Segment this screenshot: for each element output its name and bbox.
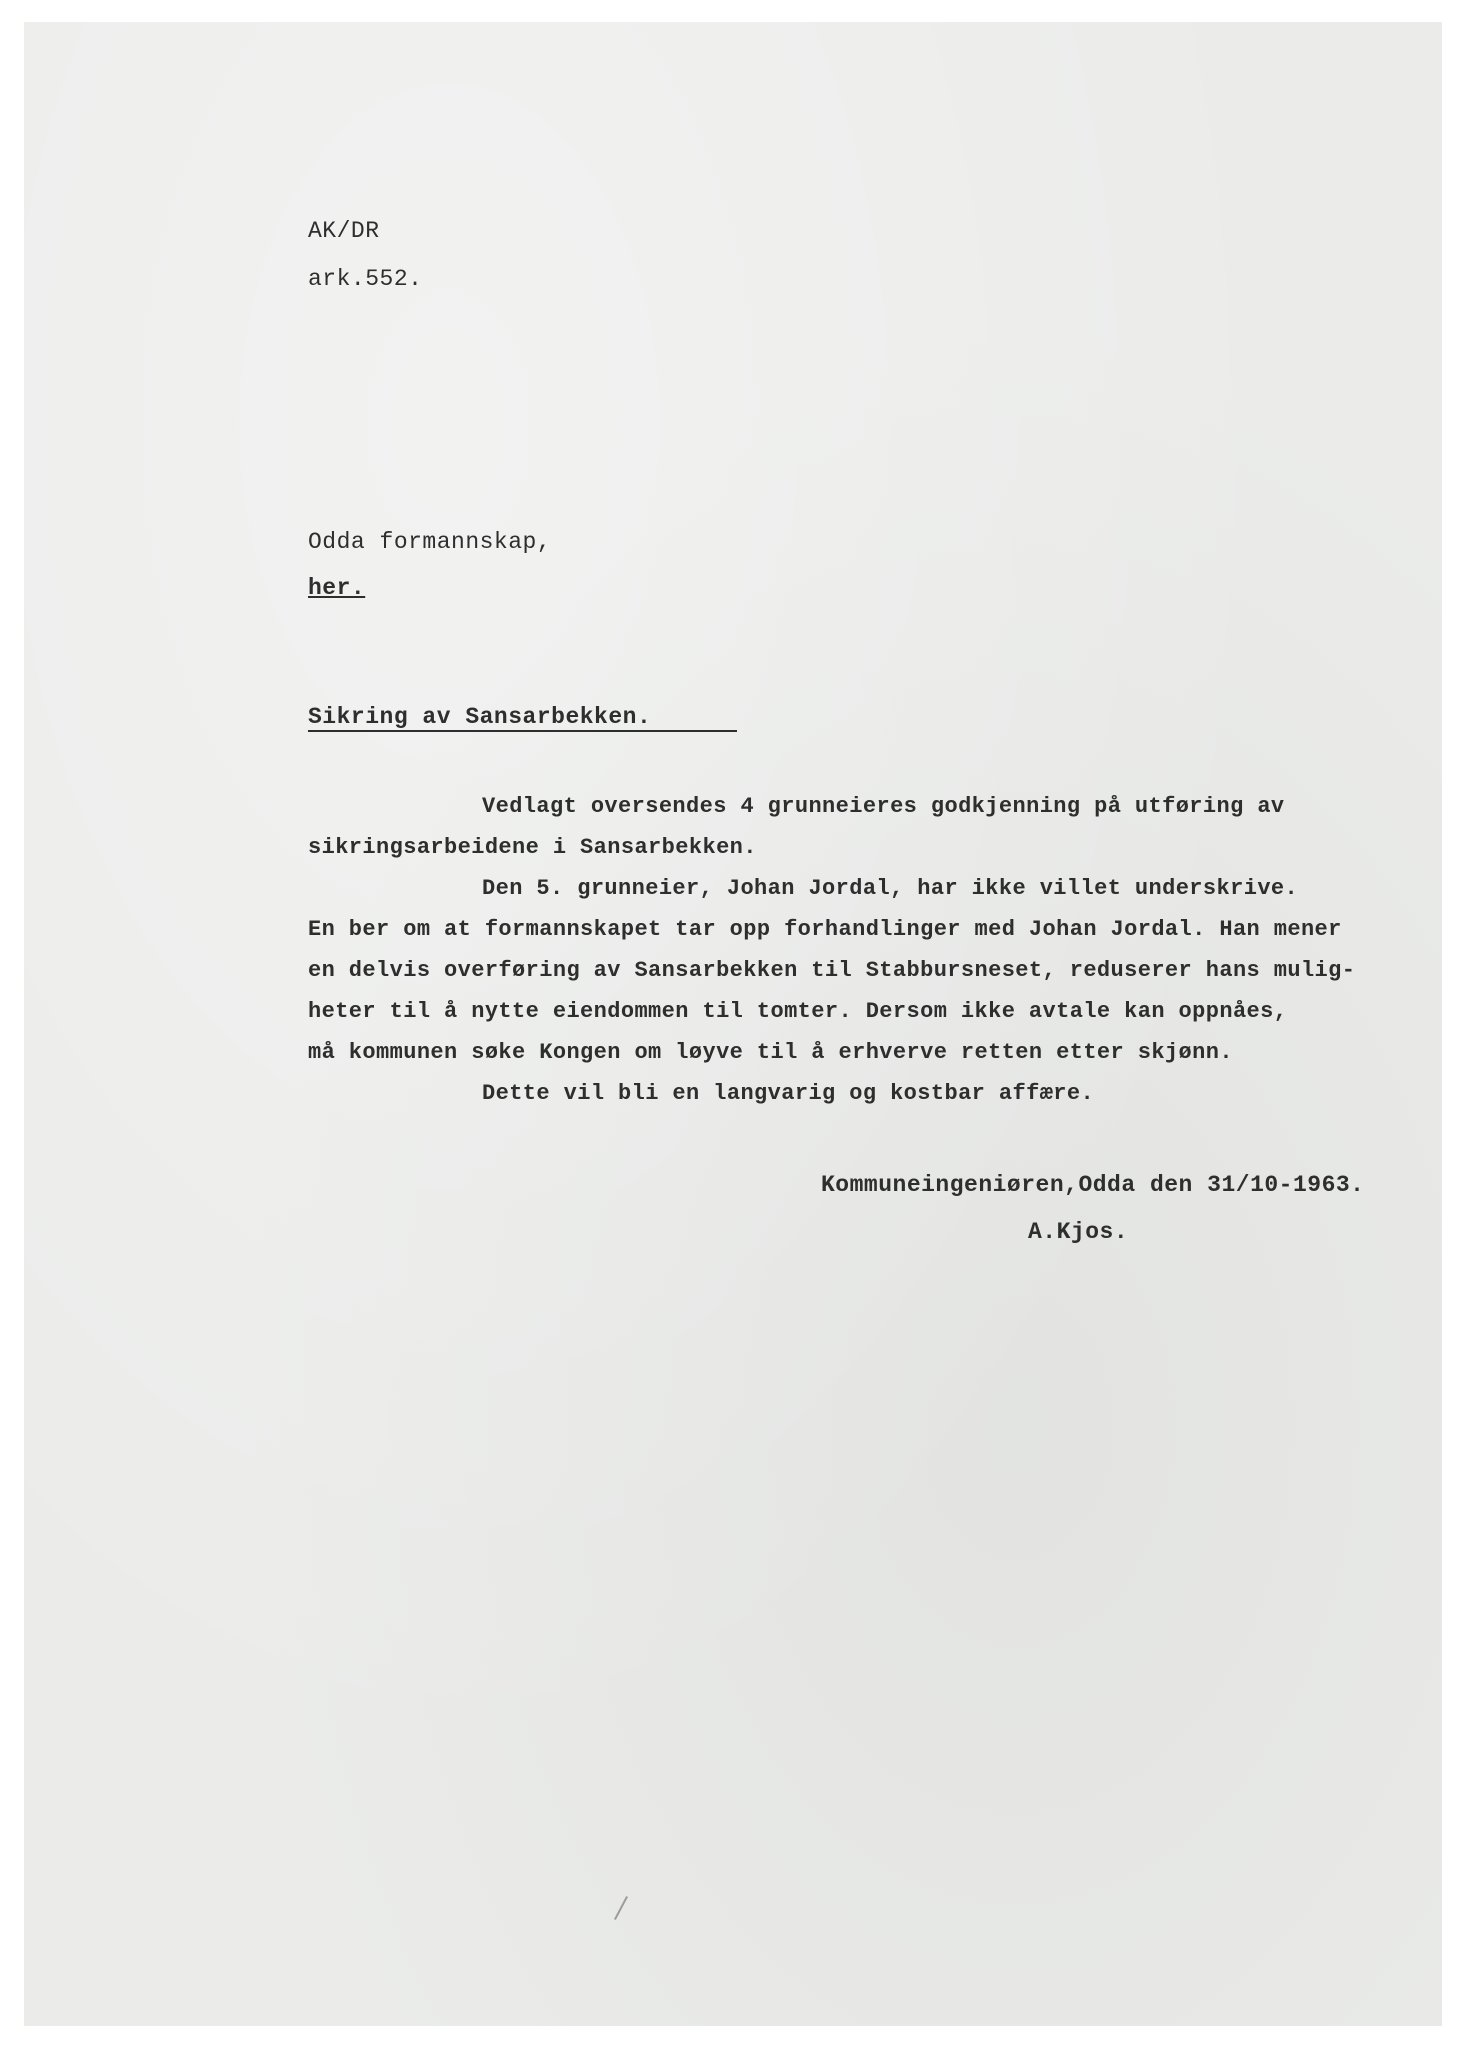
- recipient-location: her.: [308, 575, 366, 601]
- recipient-name: Odda formannskap,: [308, 529, 552, 555]
- letter-body: [308, 786, 1368, 1114]
- body-line: en delvis overføring av Sansarbekken til Stabbursneset, reduserer hans mulig-: [308, 958, 1356, 983]
- body-line: Vedlagt oversendes 4 grunneieres godkjenning på utføring av: [482, 794, 1285, 819]
- signature: A.Kjos.: [1028, 1219, 1129, 1245]
- reference-code: AK/DR: [308, 218, 380, 244]
- body-line: heter til å nytte eiendommen til tomter. Dersom ikke avtale kan oppnåes,: [308, 999, 1288, 1024]
- body-line: Den 5. grunneier, Johan Jordal, har ikke villet underskrive.: [482, 876, 1299, 901]
- subject-line: Sikring av Sansarbekken.: [308, 704, 737, 732]
- sender-and-date: Kommuneingeniøren,Odda den 31/10-1963.: [821, 1172, 1365, 1198]
- body-line: En ber om at formannskapet tar opp forhandlinger med Johan Jordal. Han mener: [308, 917, 1342, 942]
- document-page: [24, 22, 1442, 2026]
- body-line: sikringsarbeidene i Sansarbekken.: [308, 835, 757, 860]
- body-line: Dette vil bli en langvarig og kostbar affære.: [482, 1081, 1095, 1106]
- archive-number: ark.552.: [308, 266, 423, 292]
- body-line: må kommunen søke Kongen om løyve til å erhverve retten etter skjønn.: [308, 1040, 1233, 1065]
